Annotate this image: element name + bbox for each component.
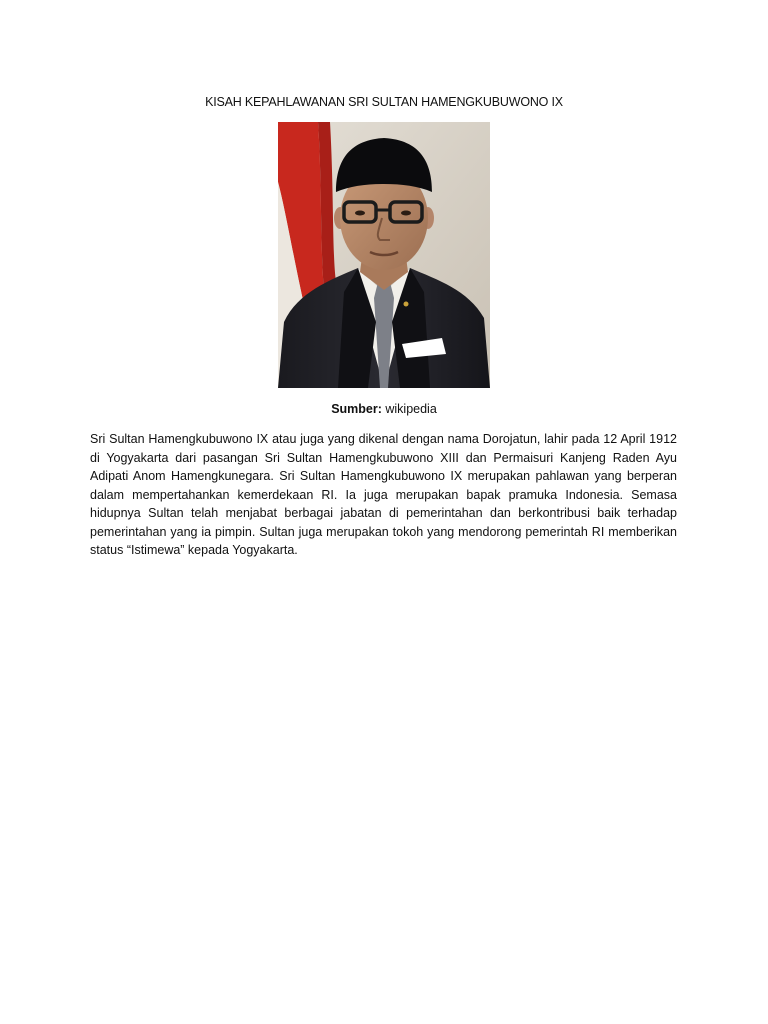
- caption-label: Sumber:: [331, 402, 382, 416]
- document-title: KISAH KEPAHLAWANAN SRI SULTAN HAMENGKUBUWONO IX: [205, 95, 563, 109]
- photo-caption: [0, 402, 768, 416]
- caption-source: wikipedia: [385, 402, 437, 416]
- portrait-photo: [278, 122, 490, 388]
- body-paragraph: Sri Sultan Hamengkubuwono IX atau juga yang dikenal dengan nama Dorojatun, lahir pada 12 April 1912 di Yogyakarta dari pasangan Sri Sultan Hamengkubuwono XIII dan Permaisuri Kanjeng Raden Ayu Adipati Anom Hamengkunegara. Sri Sultan Hamengkubuwono IX merupakan pahlawan yang berperan dalam mempertahankan kemerdekaan RI. Ia juga merupakan bapak pramuka Indonesia. Semasa hidupnya Sultan telah menjabat berbagai jabatan di pemerintahan dan berkontribusi baik terhadap pemerintahan yang ia pimpin. Sultan juga merupakan tokoh yang mendorong pemerintah RI memberikan status “Istimewa” kepada Yogyakarta.: [90, 432, 677, 557]
